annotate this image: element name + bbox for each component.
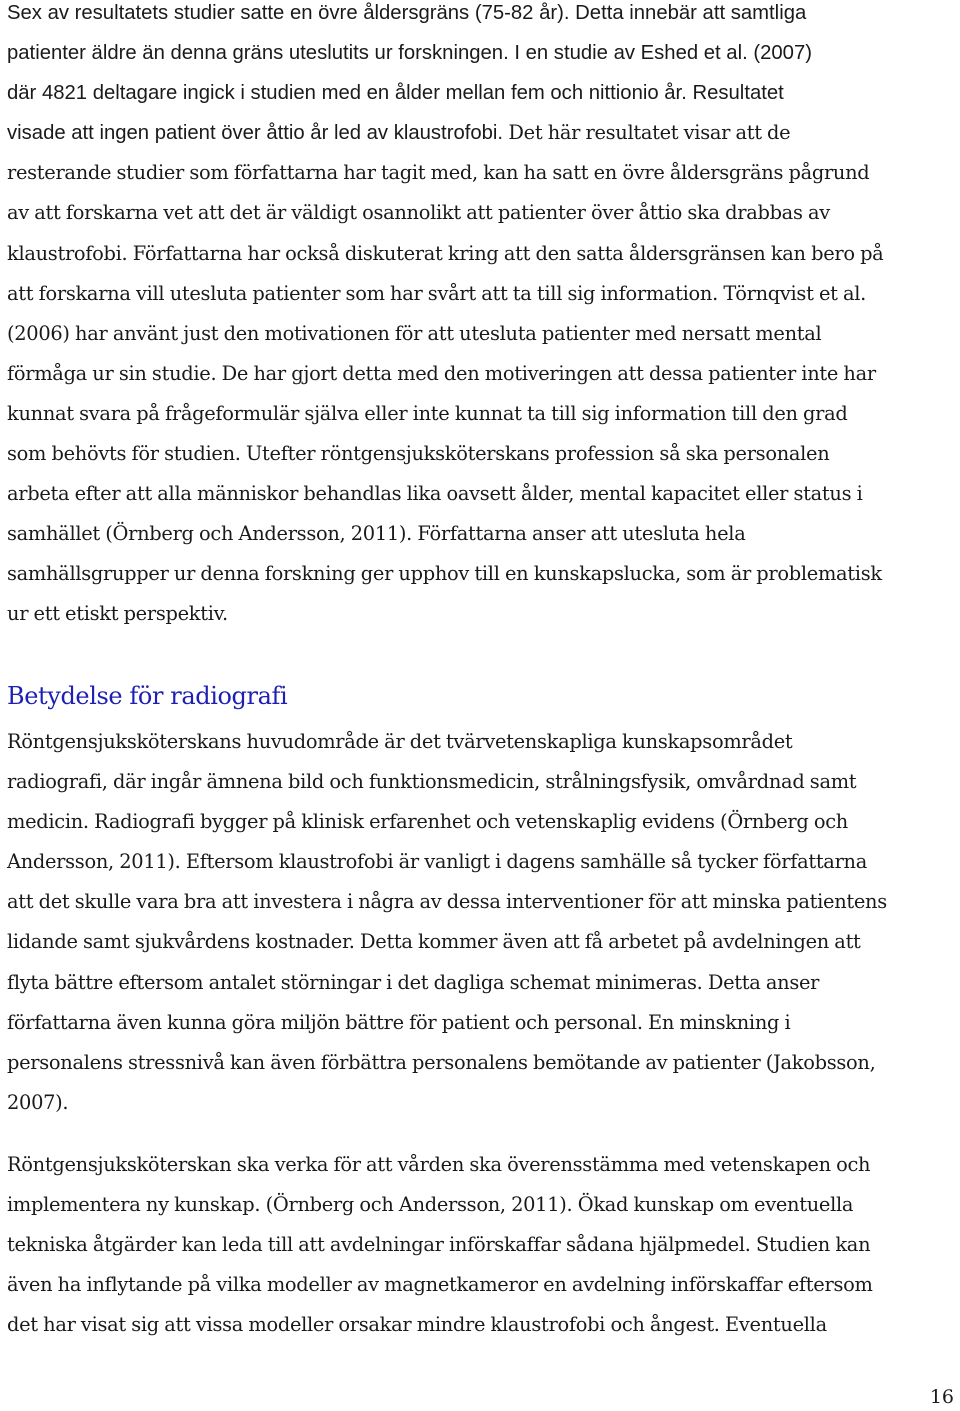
text-line: flyta bättre eftersom antalet störningar i det dagliga schemat minimeras. Detta anser — [7, 970, 820, 994]
text-line: radiografi, där ingår ämnena bild och funktionsmedicin, strålningsfysik, omvårdnad samt — [7, 770, 857, 794]
text-line: samhället (Örnberg och Andersson, 2011). Författarna anser att utesluta hela — [7, 522, 746, 546]
text-line: Röntgensjuksköterskans huvudområde är det tvärvetenskapliga kunskapsområdet — [7, 730, 793, 753]
text-line: medicin. Radiografi bygger på klinisk erfarenhet och vetenskaplig evidens (Örnberg och — [7, 810, 848, 834]
text-line: där 4821 deltagare ingick i studien med en ålder mellan fem och nittionio år. Resultatet — [7, 82, 784, 105]
text-line: patienter äldre än denna gräns uteslutits ur forskningen. I en studie av Eshed et al. (2007) — [7, 42, 812, 65]
text-line: att forskarna vill utesluta patienter som har svårt att ta till sig information. Törnqvist et al. — [7, 281, 866, 305]
text-line: (2006) har använt just den motivationen för att utesluta patienter med nersatt mental — [7, 321, 822, 345]
section-heading: Betydelse för radiografi — [7, 682, 288, 710]
text-line: klaustrofobi. Författarna har också diskuterat kring att den satta åldersgränsen kan bero på — [7, 241, 884, 265]
text-line: 2007). — [7, 1090, 69, 1114]
text-line: resterande studier som författarna har tagit med, kan ha satt en övre åldersgräns pågrund — [7, 161, 870, 185]
text-line: visade att ingen patient över åttio år led av klaustrofobi. Det här resultatet visar att de — [7, 121, 791, 145]
text-line: även ha inflytande på vilka modeller av magnetkameror en avdelning införskaffar eftersom — [7, 1273, 873, 1297]
text-line: implementera ny kunskap. (Örnberg och Andersson, 2011). Ökad kunskap om eventuella — [7, 1193, 854, 1217]
text-line: förmåga ur sin studie. De har gjort detta med den motiveringen att dessa patienter inte har — [7, 361, 876, 385]
text-line: lidande samt sjukvårdens kostnader. Detta kommer även att få arbetet på avdelningen att — [7, 930, 861, 954]
text-line: arbeta efter att alla människor behandlas lika oavsett ålder, mental kapacitet eller status i — [7, 482, 863, 506]
text-line: personalens stressnivå kan även förbättra personalens bemötande av patienter (Jakobsson, — [7, 1050, 876, 1074]
text-line: samhällsgrupper ur denna forskning ger upphov till en kunskapslucka, som är problematisk — [7, 562, 882, 586]
page-number: 16 — [929, 1386, 954, 1408]
text-line: tekniska åtgärder kan leda till att avdelningar införskaffar sådana hjälpmedel. Studien kan — [7, 1233, 871, 1257]
text-line: ur ett etiskt perspektiv. — [7, 602, 228, 626]
text-line: som behövts för studien. Utefter röntgensjuksköterskans profession så ska personalen — [7, 442, 830, 466]
text-line: av att forskarna vet att det är väldigt osannolikt att patienter över åttio ska drabbas av — [7, 201, 830, 225]
text-line: författarna även kunna göra miljön bättre för patient och personal. En minskning i — [7, 1010, 791, 1034]
text-line: Andersson, 2011). Eftersom klaustrofobi är vanligt i dagens samhälle så tycker författarna — [7, 850, 867, 874]
text-line: Sex av resultatets studier satte en övre åldersgräns (75-82 år). Detta innebär att samtliga — [7, 2, 807, 24]
paragraph-age-limit — [7, 0, 883, 635]
text-line: kunnat svara på frågeformulär själva eller inte kunnat ta till sig information till den grad — [7, 401, 848, 425]
text-line: att det skulle vara bra att investera i några av dessa interventioner för att minska patientens — [7, 890, 887, 914]
text-line: Röntgensjuksköterskan ska verka för att vården ska överensstämma med vetenskapen och — [7, 1153, 871, 1176]
text-line: det har visat sig att vissa modeller orsakar mindre klaustrofobi och ångest. Eventuella — [7, 1313, 827, 1337]
paragraph-radiography — [7, 722, 887, 1123]
paragraph-implementation — [7, 1145, 873, 1345]
